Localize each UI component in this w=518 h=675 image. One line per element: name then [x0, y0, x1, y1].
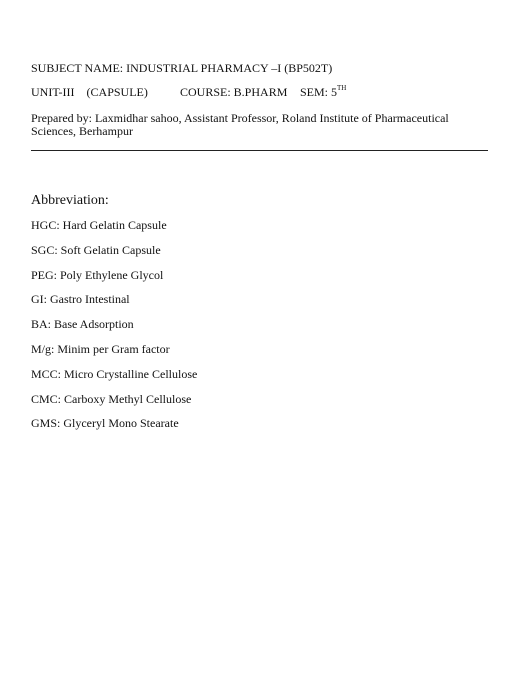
abbreviation-item: CMC: Carboxy Methyl Cellulose	[31, 391, 192, 406]
abbreviation-item: GI: Gastro Intestinal	[31, 292, 130, 307]
abbreviation-heading: Abbreviation:	[31, 193, 109, 208]
abbreviation-item: HGC: Hard Gelatin Capsule	[31, 218, 167, 232]
abbreviation-item: PEG: Poly Ethylene Glycol	[31, 267, 164, 282]
semester-label	[300, 85, 346, 99]
abbreviation-item: BA: Base Adsorption	[31, 317, 134, 332]
abbreviation-item: SGC: Soft Gelatin Capsule	[31, 242, 161, 257]
prepared-by: Prepared by: Laxmidhar sahoo, Assistant Professor, Roland Institute of Pharmaceutical Sciences, Berhampur	[31, 111, 449, 138]
unit-label: UNIT-III (CAPSULE)	[31, 85, 148, 99]
header-divider	[31, 150, 488, 151]
course-label: COURSE: B.PHARM	[180, 85, 288, 99]
abbreviation-list	[31, 218, 197, 441]
abbreviation-item: M/g: Minim per Gram factor	[31, 341, 170, 356]
abbreviation-item: MCC: Micro Crystalline Cellulose	[31, 366, 198, 381]
abbreviation-item: GMS: Glyceryl Mono Stearate	[31, 416, 179, 431]
subject-name: SUBJECT NAME: INDUSTRIAL PHARMACY –I (BP502T)	[31, 61, 333, 75]
semester-superscript: TH	[337, 84, 347, 92]
semester-value: SEM: 5	[300, 85, 338, 99]
